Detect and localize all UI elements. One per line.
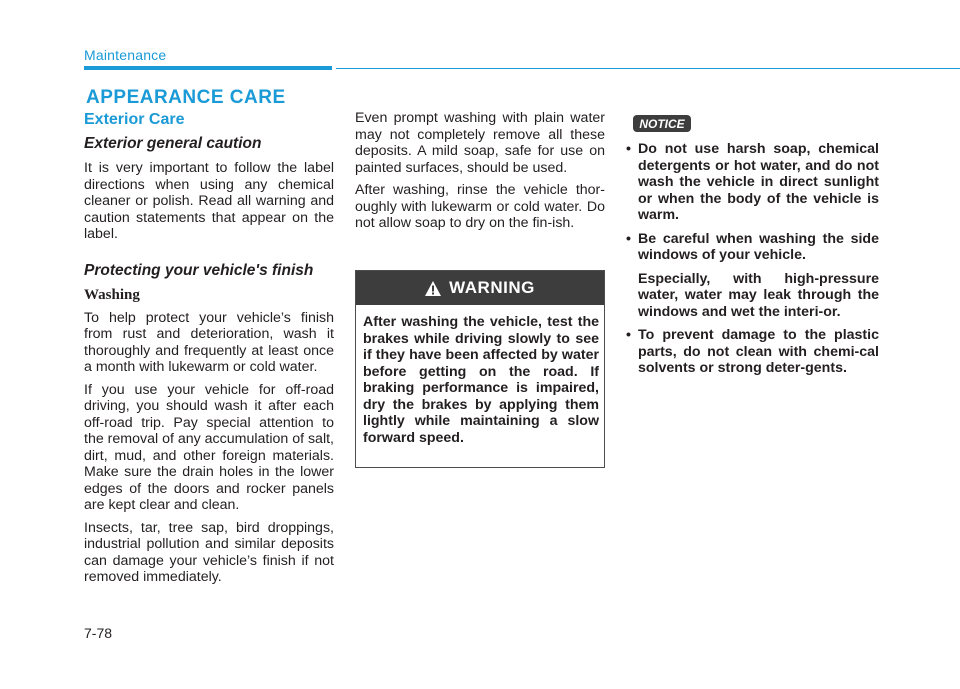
- washing-paragraph-3: Insects, tar, tree sap, bird droppings, industrial pollution and similar deposits can damage your vehicle’s finish if not removed immediately.: [84, 519, 334, 585]
- washing-paragraph-2: If you use your vehicle for off-road driving, you should wash it after each off-road trip. Pay special attention to the removal of any accumulation of salt, dirt, mud, and other foreign materials. Make sure the drain holes in the lower edges of the doors and rocker panels are kept clear and clean.: [84, 381, 334, 513]
- warning-header: [356, 271, 604, 305]
- warning-text: After washing the vehicle, test the brakes while driving slowly to see if they have been affected by water before getting on the road. If braking performance is impaired, dry the brakes by applying them lightly while maintaining a slow forward speed.: [363, 314, 599, 446]
- header-rule-thin: [336, 68, 960, 69]
- notice-item-text: To prevent damage to the plastic parts, do not clean with chemi-cal solvents or strong deter-gents.: [638, 327, 879, 376]
- general-caution-subheading: Exterior general caution: [84, 134, 262, 152]
- middle-paragraph-2: After washing, rinse the vehicle thor-oughly with lukewarm or cold water. Do not allow soap to dry on the fin-ish.: [355, 182, 605, 231]
- warning-triangle-icon: [425, 281, 441, 296]
- notice-item: [624, 327, 879, 377]
- notice-badge: NOTICE: [633, 115, 691, 132]
- notice-item: [624, 141, 879, 224]
- notice-list: [624, 141, 879, 384]
- exterior-care-heading: Exterior Care: [84, 111, 185, 128]
- notice-item-text: Be careful when washing the side windows of your vehicle.: [638, 230, 879, 263]
- washing-paragraph-1: To help protect your vehicle’s finish from rust and deterioration, wash it thoroughly and frequently at least once a month with lukewarm or cold water.: [84, 309, 334, 375]
- general-caution-paragraph: It is very important to follow the label directions when using any chemical cleaner or polish. Read all warning and caution statements that appear on the label.: [84, 160, 334, 242]
- warning-label: WARNING: [449, 278, 535, 297]
- middle-column: [355, 110, 605, 238]
- header-rule-thick: [84, 66, 332, 70]
- washing-subheading: Washing: [84, 287, 140, 303]
- bullet-icon: •: [626, 327, 631, 343]
- middle-paragraph-1: Even prompt washing with plain water may not completely remove all these deposits. A mild soap, safe for use on painted surfaces, should be used.: [355, 110, 605, 176]
- notice-item-continuation: Especially, with high-pressure water, water may leak through the windows and wet the interi-or.: [638, 270, 879, 320]
- section-label: Maintenance: [84, 47, 167, 63]
- bullet-icon: •: [626, 141, 631, 157]
- chapter-title: APPEARANCE CARE: [86, 87, 286, 108]
- notice-item-text: Do not use harsh soap, chemical detergents or hot water, and do not wash the vehicle in direct sunlight or when the body of the vehicle is warm.: [638, 141, 879, 223]
- notice-item: [624, 231, 879, 321]
- left-column: [84, 110, 334, 592]
- bullet-icon: •: [626, 230, 631, 247]
- page-number: 7-78: [84, 625, 113, 641]
- protecting-finish-subheading: Protecting your vehicle's finish: [84, 261, 314, 279]
- warning-box: [355, 270, 605, 468]
